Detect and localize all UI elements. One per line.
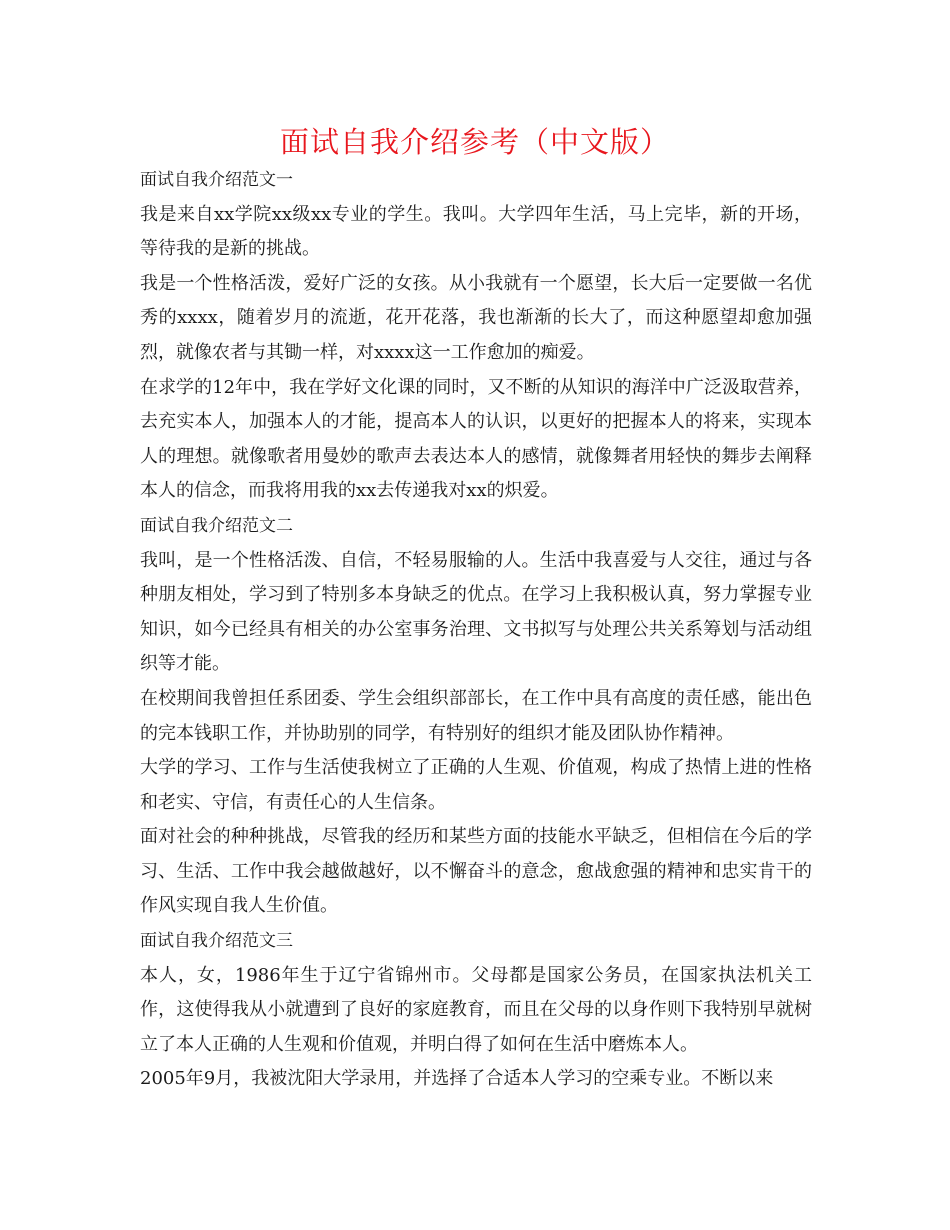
paragraph: 在校期间我曾担任系团委、学生会组织部部长，在工作中具有高度的责任感，能出色的完本钱职工作，并协助别的同学，有特别好的组织才能及团队协作精神。	[140, 687, 812, 744]
paragraph: 面对社会的种种挑战，尽管我的经历和某些方面的技能水平缺乏，但相信在今后的学习、生活、工作中我会越做越好，以不懈奋斗的意念，愈战愈强的精神和忠实肯干的作风实现自我人生价值。	[140, 826, 812, 917]
paragraph: 在求学的12年中，我在学好文化课的同时，又不断的从知识的海洋中广泛汲取营养，去充实本人，加强本人的才能，提高本人的认识，以更好的把握本人的将来，实现本人的理想。就像歌者用曼妙的歌声去表达本人的感情，就像舞者用轻快的舞步去阐释本人的信念，而我将用我的xx去传递我对xx的炽爱。	[140, 376, 812, 502]
section-heading-3: 面试自我介绍范文三	[140, 931, 293, 952]
document-body	[140, 163, 812, 1097]
paragraph: 我是一个性格活泼，爱好广泛的女孩。从小我就有一个愿望，长大后一定要做一名优秀的xxxx，随着岁月的流逝，花开花落，我也渐渐的长大了，而这种愿望却愈加强烈，就像农者与其锄一样，对xxxx这一工作愈加的痴爱。	[140, 272, 812, 363]
paragraph: 本人，女，1986年生于辽宁省锦州市。父母都是国家公务员，在国家执法机关工作，这使得我从小就遭到了良好的家庭教育，而且在父母的以身作则下我特别早就树立了本人正确的人生观和价值观，并明白得了如何在生活中磨炼本人。	[140, 964, 812, 1055]
section-heading-1: 面试自我介绍范文一	[140, 170, 293, 190]
paragraph: 我是来自xx学院xx级xx专业的学生。我叫。大学四年生活，马上完毕，新的开场，等待我的是新的挑战。	[140, 203, 812, 260]
document-title: 面试自我介绍参考（中文版）	[279, 125, 670, 159]
section-heading-2: 面试自我介绍范文二	[140, 515, 293, 536]
paragraph: 大学的学习、工作与生活使我树立了正确的人生观、价值观，构成了热情上进的性格和老实、守信，有责任心的人生信条。	[140, 757, 812, 813]
paragraph: 2005年9月，我被沈阳大学录用，并选择了合适本人学习的空乘专业。不断以来	[140, 1068, 774, 1090]
paragraph: 我叫，是一个性格活泼、自信，不轻易服输的人。生活中我喜爱与人交往，通过与各种朋友相处，学习到了特别多本身缺乏的优点。在学习上我积极认真，努力掌握专业知识，如今已经具有相关的办公室事务治理、文书拟写与处理公共关系筹划与活动组织等才能。	[140, 549, 812, 675]
